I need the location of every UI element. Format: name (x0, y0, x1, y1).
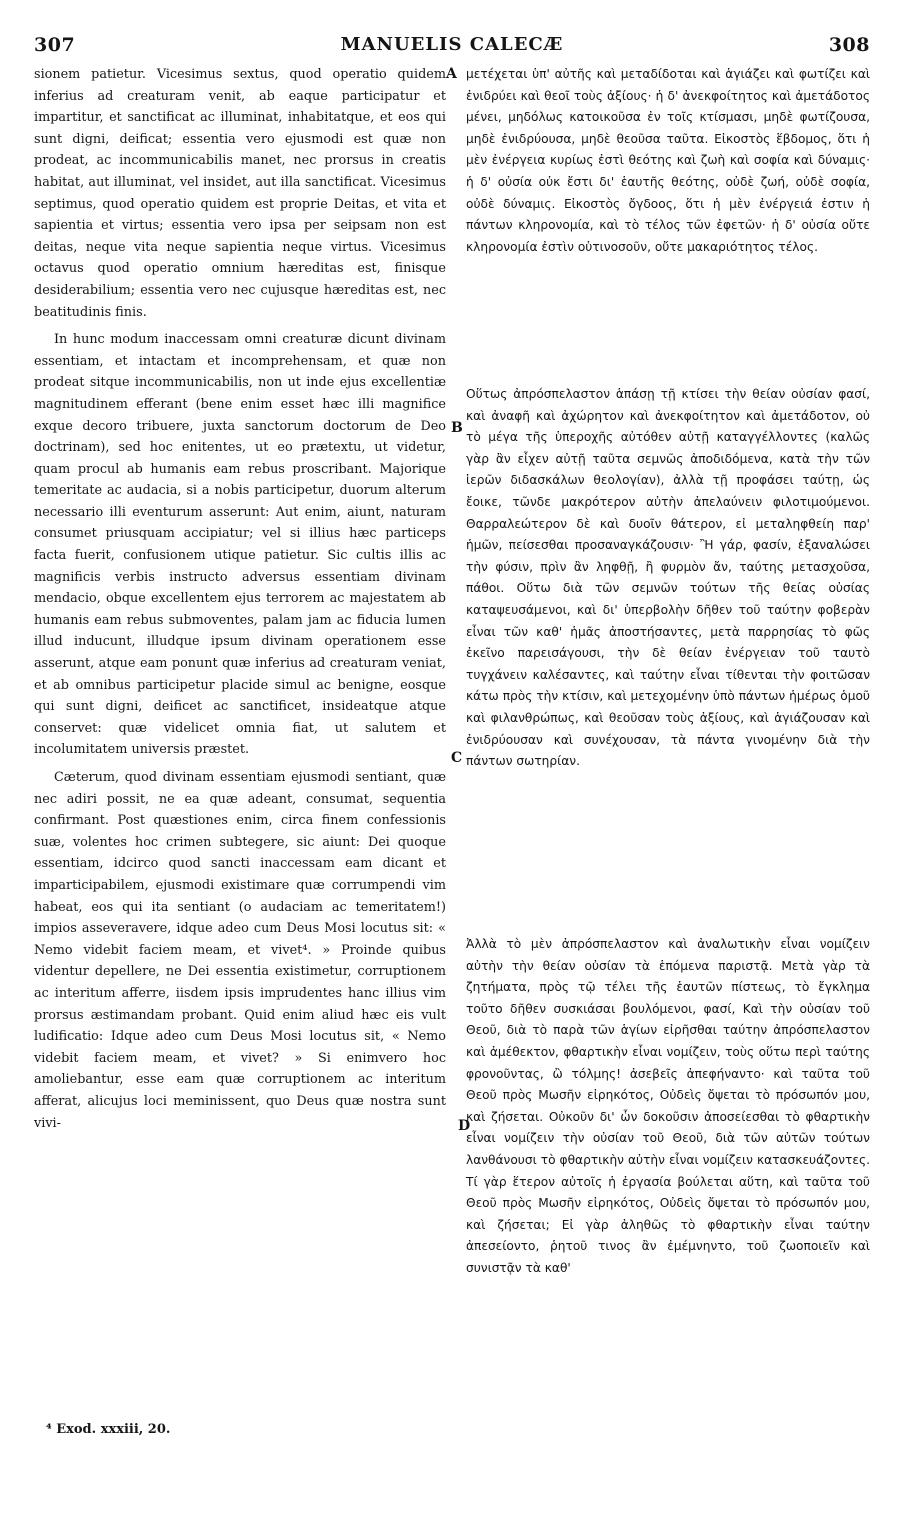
section-marker-b: B (451, 420, 463, 436)
section-marker-a: A (446, 66, 457, 82)
greek-paragraph-3: Ἀλλὰ τὸ μὲν ἀπρόσπελαστον καὶ ἀναλωτικὴν εἶναι νομίζειν αὐτὴν τὴν θείαν οὐσίαν τὰ ἑπόμενα παριστᾷ. Μετὰ γὰρ τὰ ζητήματα, πρὸς τῷ τέλει τῆς ἑαυτῶν πίστεως, τὸ ἔγκλημα τοῦτο δῆθεν συσκιάσαι βουλόμενοι, φασί, Καὶ τὴν οὐσίαν τοῦ Θεοῦ, διὰ τὸ παρὰ τῶν ἁγίων εἰρῆσθαι ταύτην ἀπρόσπελαστον καὶ ἀμέθεκτον, φθαρτικὴν εἶναι νομίζειν, τοὺς οὕτω περὶ ταύτης φρονοῦντας, ὢ τόλμης! ἀσεβεῖς ἀπεφήναντο· καὶ ταῦτα τοῦ Θεοῦ πρὸς Μωσῆν εἰρηκότος, Οὐδεὶς ὄψεται τὸ πρόσωπόν μου, καὶ ζήσεται. Οὐκοῦν δι' ὧν δοκοῦσιν ἀποσείεσθαι τὸ φθαρτικὴν εἶναι νομίζειν τὴν οὐσίαν τοῦ Θεοῦ, διὰ τῶν αὐτῶν τούτων λανθάνουσι τὸ φθαρτικὴν αὐτὴν εἶναι νομίζειν κατασκευάζοντες. Τί γὰρ ἕτερον αὐτοῖς ἡ ἐργασία βούλεται αὕτη, καὶ ταῦτα τοῦ Θεοῦ πρὸς Μωσῆν εἰρηκότος, Οὐδεὶς ὄψεται τὸ πρόσωπόν μου, καὶ ζήσεται; Εἰ γὰρ ἀληθῶς τὸ φθαρτικὴν εἶναι ταύτην ἀπεσείοντο, ῥητοῦ τινος ἂν ἐμέμνηντο, τοῦ ζωοποιεῖν καὶ συνιστᾷν τὰ καθ' (466, 937, 870, 1275)
footnote: ⁴ Exod. xxxiii, 20. (46, 1422, 171, 1437)
page-number-right: 308 (828, 34, 870, 56)
page-number-left: 307 (34, 34, 76, 56)
section-marker-c: C (451, 750, 463, 766)
running-title: MANUELIS CALECÆ (340, 34, 564, 55)
page-header (34, 34, 870, 58)
greek-paragraph-2: Οὕτως ἀπρόσπελαστον ἁπάσῃ τῇ κτίσει τὴν θείαν οὐσίαν φασί, καὶ ἀναφῆ καὶ ἀχώρητον καὶ ἀνεκφοίτητον καὶ ἀμετάδοτον, οὐ τὸ μέγα τῆς ὑπεροχῆς αὐτόθεν αὐτῇ καταγγέλλοντες (καλῶς γὰρ ἂν εἶχεν αὐτῇ ταῦτα σεμνῶς ἀποδιδόμενα, κατὰ τὴν τῶν ἱερῶν διδασκάλων θεολογίαν), ἀλλὰ τῇ προφάσει ταύτῃ, ὡς ἔοικε, τῶνδε μακρότερον αὐτὴν ἀπελαύνειν φιλοτιμούμενοι. Θαρραλεώτερον δὲ καὶ δυοῖν θάτερον, εἰ μεταληφθείη παρ' ἡμῶν, πείσεσθαι προσαναγκάζουσιν· Ἢ γάρ, φασίν, ἐξαναλώσει τὴν φύσιν, πρὶν ἂν ληφθῇ, ἢ φυρμὸν ἄν, ταύτης μετασχοῦσα, πάθοι. Οὕτω διὰ τῶν σεμνῶν τούτων τῆς θείας οὐσίας καταψευσάμενοι, καὶ δι' ὑπερβολὴν δῆθεν τοῦ ταύτην φοβερὰν εἶναι τῶν καθ' ἡμᾶς ἀποστήσαντες, μετὰ παρρησίας τὸ φῶς ἐκεῖνο παρεισάγουσι, τὴν δὲ θείαν ἐνέργειαν τοῦ ταυτὸ τυγχάνειν καλέσαντες, καὶ ταύτην εἶναι τίθενται τὴν φοιτῶσαν κάτω πρὸς τὴν κτίσιν, καὶ μετεχομένην ὑπὸ πάντων ἡμέρως ὁμοῦ καὶ φιλανθρώπως, καὶ θεοῦσαν τοὺς ἀξίους, καὶ ἁγιάζουσαν καὶ ἐνιδρύουσαν καὶ συνέχουσαν, τὰ πάντα γινομένην διὰ τὴν πάντων σωτηρίαν. (466, 387, 870, 769)
latin-paragraph-3: Cæterum, quod divinam essentiam ejusmodi sentiant, quæ nec adiri possit, ne ea quæ adeant, consumat, sequentia confirmant. Post quæstiones enim, circa finem confessionis suæ, volentes hoc crimen subtegere, sic aiunt: Dei quoque essentiam, idcirco quod sancti inaccessam eam dicant et imparticipabilem, ejusmodi existimare quæ corrumpendi vim habeat, eos qui ita sentiant (o audaciam ac temeritatem!) impios asseveravere, idque adeo cum Deus Mosi locutus sit: « Nemo videbit faciem meam, et vivet⁴. » Proinde quibus videntur depellere, ne Dei essentia existimetur, corruptionem ac interitum afferre, iisdem ipsis imprudentes hanc illius vim prorsus æstimandam probant. Quid enim aliud hæc eis vult ludificatio: Idque adeo cum Deus Mosi locutus sit, « Nemo videbit faciem meam, et vivet? » Si enimvero hoc amoliebantur, esse eam quæ corruptionem ac interitum afferat, alicujus loci meminissent, quo Deus quæ nostra sunt vivi- (34, 770, 446, 1131)
latin-column (34, 64, 446, 1140)
latin-paragraph-1: sionem patietur. Vicesimus sextus, quod operatio quidem inferius ad creaturam venit, ab eaque participatur et impartitur, et sanctificat ac illuminat, inhabitatque, et eos qui sunt digni, deificat; essentia vero ejusmodi est quæ non prodeat, ac incommunicabilis manet, nec prorsus in creatis habitat, aut illuminat, vel insidet, aut illa sanctificat. Vicesimus septimus, quod operatio quidem est proprie Deitas, et vita et sapientia et virtus; essentia vero ipsa per seipsam non est deitas, neque vita neque sapientia neque virtus. Vicesimus octavus quod operatio omnium hæreditas est, finisque desiderabilium; essentia vero nec cujusque hæreditas est, nec beatitudinis finis. (34, 67, 446, 320)
greek-paragraph-1: μετέχεται ὑπ' αὐτῆς καὶ μεταδίδοται καὶ ἁγιάζει καὶ φωτίζει καὶ ἐνιδρύει καὶ θεοῖ τοὺς ἀξίους· ἡ δ' ἀνεκφοίτητος καὶ ἀμετάδοτος μένει, μηδόλως κατοικοῦσα ἐν τοῖς κτίσμασι, μηδὲ φωτίζουσα, μηδὲ ἐνιδρύουσα, μηδὲ θεοῦσα ταῦτα. Εἰκοστὸς ἕβδομος, ὅτι ἡ μὲν ἐνέργεια κυρίως ἐστὶ θεότης καὶ ζωὴ καὶ σοφία καὶ δύναμις· ἡ δ' οὐσία οὐκ ἔστι δι' ἑαυτῆς θεότης, οὐδὲ ζωή, οὐδὲ σοφία, οὐδὲ δύναμις. Εἰκοστὸς ὄγδοος, ὅτι ἡ μὲν ἐνέργειά ἐστιν ἡ πάντων κληρονομία, καὶ τὸ τέλος τῶν ἐφετῶν· ἡ δ' οὐσία οὔτε κληρονομία ἐστὶν οὑτινοσοῦν, οὔτε μακαριότητος τέλος. (466, 67, 870, 254)
section-marker-d: D (458, 1118, 471, 1134)
latin-paragraph-2: In hunc modum inaccessam omni creaturæ dicunt divinam essentiam, et intactam et incomprehensam, et quæ non prodeat sitque incommunicabilis, non ut inde ejus excellentiæ magnitudinem efferant (bene enim esset hæc illi magnifice exque decoro tribuere, juxta sanctorum doctorum de Deo doctrinam), sed hoc enitentes, ut eo prætextu, ut videtur, quam procul ab humanis eam rebus proscribant. Majorique temeritate ac audacia, si a nobis participetur, duorum alterum necessario illi eventurum asserunt: Aut enim, aiunt, naturam consumet priusquam accipiatur; vel si illius hæc particeps facta fuerit, confusionem utique patietur. Sic cultis illis ac magnificis verbis instructo adversus essentiam divinam mendacio, obque excellentem ejus terrorem ac majestatem ab humanis eam rebus submoventes, palam jam ac fiducia lumen illud inducunt, illudque ipsum divinam operationem esse asserunt, atque eam ponunt quæ inferius ad creaturam veniat, et ab omnibus participetur placide simul ac benigne, eosque qui sunt digni, deificet ac sanctificet, insideatque atque conservet: quæ videlicet omnia fiat, ut salutem et incolumitatem universis præstet. (34, 332, 446, 758)
